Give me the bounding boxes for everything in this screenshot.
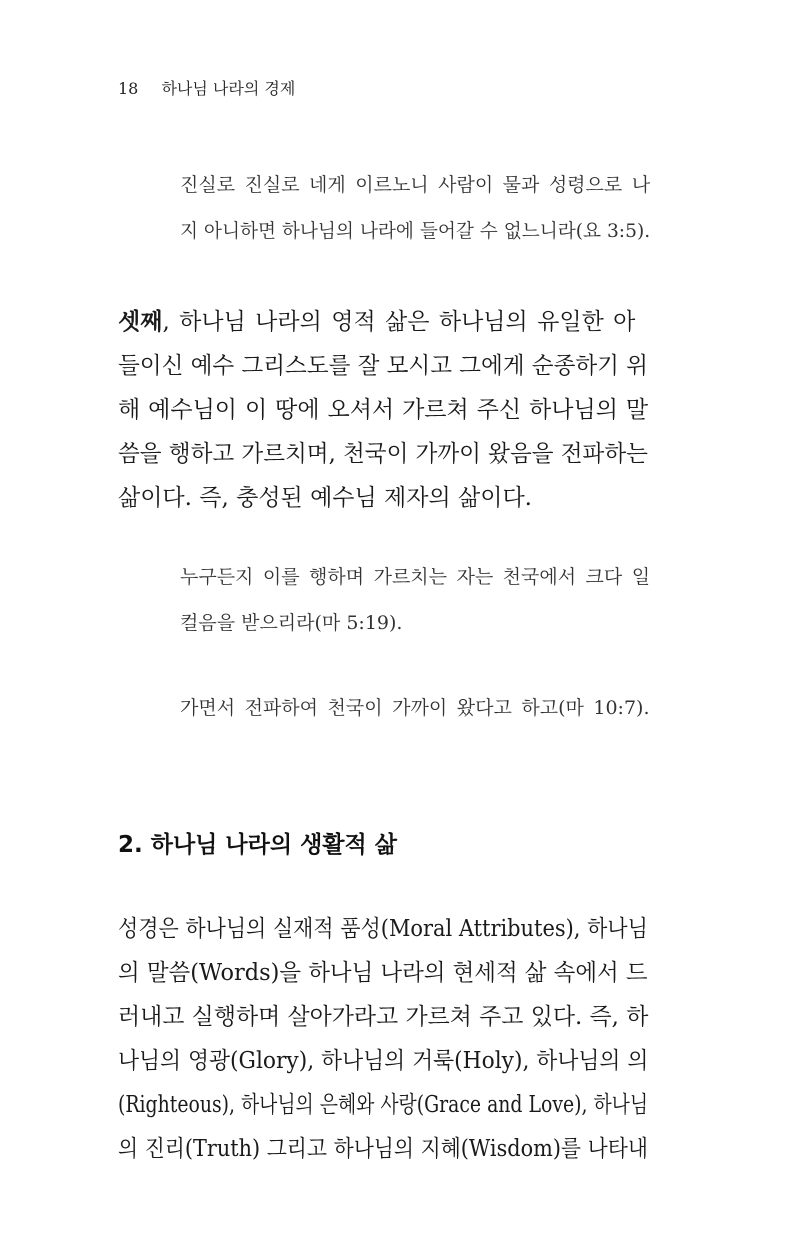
quote-line: 지 아니하면 하나님의 나라에 들어갈 수 없느니라(요 3:5). xyxy=(180,220,651,242)
paragraph-line xyxy=(118,303,635,336)
paragraph-line: 성경은 하나님의 실재적 품성(Moral Attributes), 하나님 xyxy=(118,916,648,942)
paragraph-line-text: , 하나님 나라의 영적 삶은 하나님의 유일한 아 xyxy=(162,309,636,335)
paragraph-line: 나님의 영광(Glory), 하나님의 거룩(Holy), 하나님의 의 xyxy=(118,1048,649,1074)
quote-line: 누구든지 이를 행하며 가르치는 자는 천국에서 크다 일 xyxy=(180,566,651,588)
lead-word: 셋째 xyxy=(118,309,163,335)
paragraph-line: 씀을 행하고 가르치며, 천국이 가까이 왔음을 전파하는 xyxy=(118,441,648,467)
paragraph-line: 의 진리(Truth) 그리고 하나님의 지혜(Wisdom)를 나타내 xyxy=(118,1136,648,1162)
paragraph-line: 삶이다. 즉, 충성된 예수님 제자의 삶이다. xyxy=(118,485,532,511)
paragraph-line: (Righteous), 하나님의 은혜와 사랑(Grace and Love), 하나님 xyxy=(118,1092,649,1118)
paragraph-line: 의 말씀(Words)을 하나님 나라의 현세적 삶 속에서 드 xyxy=(118,960,648,986)
paragraph-line: 러내고 실행하며 살아가라고 가르쳐 주고 있다. 즉, 하 xyxy=(118,1004,649,1030)
page-number: 18 xyxy=(118,79,139,98)
paragraph-line: 들이신 예수 그리스도를 잘 모시고 그에게 순종하기 위 xyxy=(118,353,648,379)
quote-line: 가면서 전파하여 천국이 가까이 왔다고 하고(마 10:7). xyxy=(180,697,650,719)
running-title: 하나님 나라의 경제 xyxy=(161,79,296,98)
quote-line: 진실로 진실로 네게 이르노니 사람이 물과 성령으로 나 xyxy=(180,174,651,196)
running-header xyxy=(118,76,295,99)
paragraph-line: 해 예수님이 이 땅에 오셔서 가르쳐 주신 하나님의 말 xyxy=(118,397,649,423)
quote-line: 컬음을 받으리라(마 5:19). xyxy=(180,612,403,634)
section-heading: 2. 하나님 나라의 생활적 삶 xyxy=(118,832,397,858)
